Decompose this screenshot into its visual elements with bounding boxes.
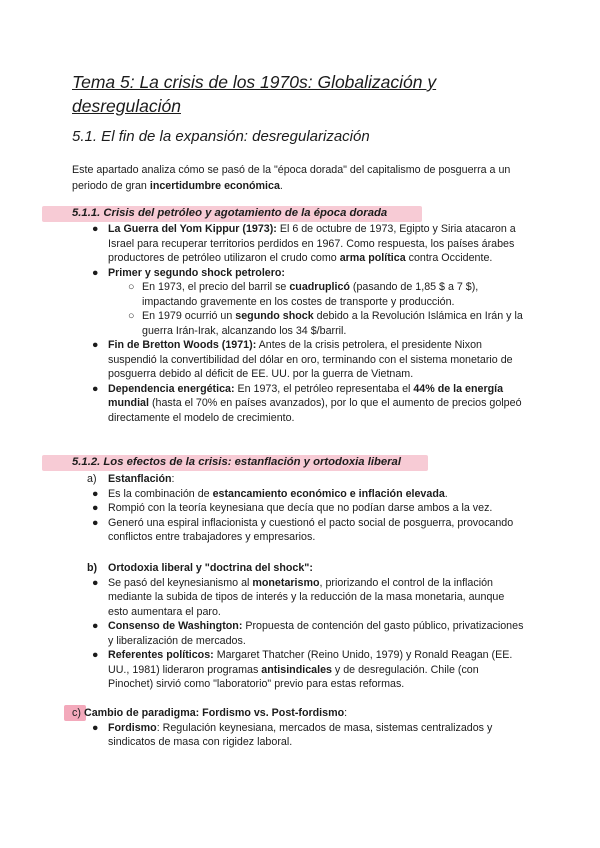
item-text: En 1973, el petróleo representaba el — [234, 382, 414, 395]
s2-part-a — [87, 472, 526, 545]
subsection-heading-1: 5.1.1. Crisis del petróleo y agotamiento de la época dorada — [72, 207, 388, 219]
item-text: : Regulación keynesiana, mercados de masa, sistemas centralizados y sindicatos de masa con rigidez laboral. — [108, 721, 493, 748]
item-text: Antes de la crisis petrolera, el presidente Nixon suspendió la convertibilidad del dólar en oro, terminando con el sistema monetario de posguerra debido al déficit de EE. UU. por la guerra de Vietnam. — [108, 339, 513, 380]
list-item — [92, 648, 526, 692]
s2-part-b — [87, 561, 526, 692]
item-text2: y de desregulación. Chile (con Pinochet) sirvió como "laboratorio" previo para estas reformas. — [108, 663, 479, 690]
list-label: b) — [87, 562, 98, 574]
item-text: Margaret Thatcher (Reino Unido, 1979) y Ronald Reagan (EE. UU., 1981) lideraron programas — [108, 649, 513, 676]
item-text2: debido a la Revolución Islámica en Irán y la guerra Irán-Irak, alcanzando los 34 $/barril. — [142, 310, 523, 337]
part-title: Ortodoxia liberal y "doctrina del shock": — [108, 562, 313, 574]
s2-part-c — [72, 706, 526, 750]
bullet-icon: ● — [92, 382, 99, 395]
bullet-icon: ● — [92, 502, 99, 514]
list-item — [92, 222, 526, 266]
bullet-icon: ● — [92, 576, 99, 589]
item-text2: , priorizando el control de la inflación mediante la subida de tipos de interés y la reducción de la masa monetaria, aunque esto aumentara el paro. — [108, 576, 505, 618]
item-bold: Referentes políticos: — [108, 649, 214, 661]
item-text: Generó una espiral inflacionista y cuestionó el pacto social de posguerra, provocando conflictos entre trabajadores y empresarios. — [108, 516, 514, 543]
item-bold: estancamiento económico e inflación elevada — [212, 487, 445, 500]
item-bold: La Guerra del Yom Kippur (1973): — [108, 223, 277, 235]
list-item — [92, 382, 526, 426]
item-text: Rompió con la teoría keynesiana que decía que no podían darse ambos a la vez. — [108, 502, 493, 514]
circle-bullet-icon: ○ — [128, 281, 135, 293]
list-item — [92, 487, 526, 502]
item-text: Se pasó del keynesianismo al — [108, 576, 253, 589]
bullet-icon: ● — [92, 487, 99, 500]
document-title: Tema 5: La crisis de los 1970s: Globalización y desregulación — [72, 72, 437, 116]
bullet-icon: ● — [92, 516, 99, 529]
list-item — [92, 338, 526, 382]
bullet-icon: ● — [92, 620, 99, 632]
list-item — [92, 266, 526, 281]
item-text2: (hasta el 70% en países avanzados), por lo que el aumento de precios golpeó directamente el modelo de crecimiento. — [108, 397, 522, 424]
bullet-icon: ● — [92, 649, 99, 661]
item-bold2: 44% de la energía mundial — [108, 382, 504, 409]
item-bold: monetarismo — [252, 576, 320, 589]
item-bold2: antisindicales — [261, 663, 332, 676]
part-title: Estanflación — [108, 473, 172, 485]
item-text: En 1973, el precio del barril se — [142, 281, 290, 293]
item-text: Propuesta de contención del gasto público, privatizaciones y liberalización de mercados. — [108, 620, 524, 647]
item-bold: Consenso de Washington: — [108, 620, 243, 632]
intro-end: . — [279, 179, 283, 192]
item-bold: cuadruplicó — [289, 281, 350, 293]
item-bold2: arma política — [339, 252, 406, 264]
bullet-icon: ● — [92, 339, 99, 351]
subsection-heading-2: 5.1.2. Los efectos de la crisis: estanflación y ortodoxia liberal — [72, 456, 401, 468]
bullet-icon: ● — [92, 266, 99, 279]
item-text: Es la combinación de — [108, 487, 213, 500]
part-a-title — [87, 472, 526, 487]
intro-bold: incertidumbre económica — [149, 179, 280, 192]
item-text: En 1979 ocurrió un — [142, 310, 236, 322]
part-title: Cambio de paradigma: Fordismo vs. Post-fordismo — [84, 707, 345, 719]
part-b-title — [87, 561, 526, 576]
item-text: El 6 de octubre de 1973, Egipto y Siria atacaron a Israel para recuperar territorios perdidos en 1967. Como respuesta, los países árabes productores de petróleo utilizaron el crudo como — [108, 223, 516, 264]
item-bold: Fordismo — [108, 721, 157, 734]
list-item — [92, 501, 526, 516]
item-text2: . — [444, 487, 448, 500]
sub-list-item — [128, 280, 526, 309]
list-item — [92, 721, 526, 750]
item-bold: Dependencia energética: — [108, 382, 235, 395]
item-text2: (pasando de 1,85 $ a 7 $), impactando gravemente en los costes de transporte y producción. — [142, 281, 479, 308]
s1-bullet-list — [92, 222, 526, 425]
item-bold: segundo shock — [235, 310, 314, 322]
list-label: a) — [87, 473, 97, 485]
intro-text: Este apartado analiza cómo se pasó de la "época dorada" del capitalismo de posguerra a un periodo de gran — [72, 164, 511, 192]
part-colon: : — [344, 707, 348, 719]
bullet-icon: ● — [92, 223, 99, 235]
list-label: c) — [72, 707, 81, 719]
sub-list-item — [128, 309, 526, 338]
section-heading: 5.1. El fin de la expansión: desregularización — [72, 128, 370, 145]
list-item — [92, 516, 526, 545]
list-item — [92, 576, 526, 620]
item-bold: Primer y segundo shock petrolero: — [108, 266, 285, 279]
circle-bullet-icon: ○ — [128, 310, 135, 322]
bullet-icon: ● — [92, 721, 99, 734]
part-c-title — [72, 706, 526, 721]
part-colon: : — [171, 473, 175, 485]
item-bold: Fin de Bretton Woods (1971): — [108, 339, 257, 351]
list-item — [92, 619, 526, 648]
intro-paragraph — [72, 163, 542, 194]
item-text2: contra Occidente. — [405, 252, 493, 264]
